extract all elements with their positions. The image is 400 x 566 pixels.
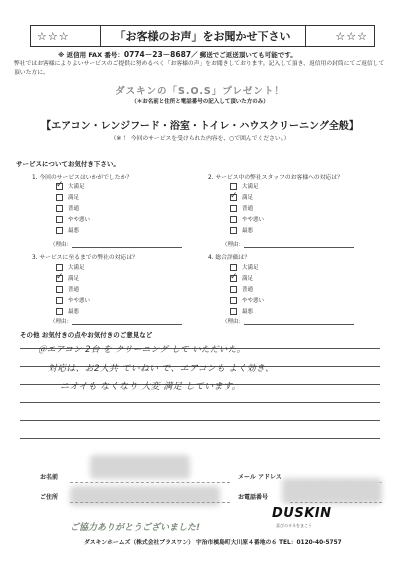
fax-number: 0774－23－8687 xyxy=(123,50,192,59)
q3-option-4-checkbox[interactable] xyxy=(56,297,63,304)
q3-reason-line[interactable] xyxy=(72,324,182,325)
q2-option-4[interactable]: やや悪い xyxy=(230,215,264,223)
q2-reason-line[interactable] xyxy=(244,247,354,248)
q1-option-5[interactable]: 最悪 xyxy=(56,226,79,234)
comment-line-4 xyxy=(20,402,380,403)
service-note: （※ ！ 今回のサービスを受けられた内容を、○で囲んでください。） xyxy=(110,136,290,142)
q1-option-3[interactable]: 普通 xyxy=(56,204,79,212)
q1-option-2-checkbox[interactable] xyxy=(56,194,63,201)
q2-option-2[interactable]: ✓ 満足 xyxy=(230,193,253,201)
q1-option-1-checkbox[interactable] xyxy=(56,183,63,190)
q3-option-2-checkbox[interactable] xyxy=(56,275,63,282)
q4-option-2[interactable]: ✓ 満足 xyxy=(230,274,253,282)
q3-option-1[interactable]: 大満足 xyxy=(56,263,85,271)
handwritten-comment-2: 対応は、お2人共 ていねい で、エアコンも よく効き、 xyxy=(48,364,275,374)
q2-option-4-checkbox[interactable] xyxy=(230,216,237,223)
q3-reason-label: （理由： xyxy=(50,319,73,325)
q2-option-2-checkbox[interactable] xyxy=(230,194,237,201)
q2-option-1-checkbox[interactable] xyxy=(230,183,237,190)
q4-option-2-checkbox[interactable] xyxy=(230,275,237,282)
comments-heading: その他 お気付きの点やお気付きのご意見など xyxy=(20,331,153,339)
q1-option-4[interactable]: やや悪い xyxy=(56,215,90,223)
question-4-label: 4. 総合評価は？ xyxy=(208,255,251,261)
stars-left: ☆☆☆ xyxy=(37,29,70,43)
q1-option-2[interactable]: 満足 xyxy=(56,193,79,201)
survey-heading: サービスについてお気付き下さい。 xyxy=(16,160,120,168)
q4-option-4[interactable]: やや悪い xyxy=(230,296,264,304)
q1-reason-label: （理由： xyxy=(50,242,73,248)
redacted-address xyxy=(70,486,220,506)
q3-option-4[interactable]: やや悪い xyxy=(56,296,90,304)
phone-label: お電話番号 xyxy=(238,494,269,501)
stars-right: ☆☆☆ xyxy=(335,29,368,43)
duskin-logo: DUSKIN xyxy=(272,506,332,521)
redacted-name xyxy=(90,455,190,479)
company-footer: ダスキンホームズ（株式会社プラスワン） 宇治市槙島町大川原４番地の６ TEL：0120-40-5757 xyxy=(84,540,342,546)
fax-suffix: ／ 郵送でご返送頂いても可能です。 xyxy=(191,51,297,59)
q2-option-5-checkbox[interactable] xyxy=(230,227,237,234)
duskin-logo-tagline: 喜びのタネをまこう xyxy=(276,523,312,528)
q1-option-5-checkbox[interactable] xyxy=(56,227,63,234)
q3-option-5-checkbox[interactable] xyxy=(56,308,63,315)
header-title-bar xyxy=(30,25,375,47)
email-label: メール アドレス xyxy=(238,474,282,481)
q4-option-3-checkbox[interactable] xyxy=(230,286,237,293)
q4-reason-label: （理由： xyxy=(222,319,245,325)
q1-reason-line[interactable] xyxy=(72,247,182,248)
question-1-label: 1. 今回のサービスはいかがでしたか？ xyxy=(32,175,133,181)
handwritten-comment-3: ニオイも なくなり 大変 満足 しています。 xyxy=(60,382,242,392)
page-title: 「お客様のお声」をお聞かせ下さい xyxy=(100,26,306,46)
redacted-phone xyxy=(282,478,382,504)
q3-option-5[interactable]: 最悪 xyxy=(56,307,79,315)
q1-option-1[interactable]: ✓ 大満足 xyxy=(56,182,85,190)
q1-option-3-checkbox[interactable] xyxy=(56,205,63,212)
q3-option-3-checkbox[interactable] xyxy=(56,286,63,293)
phone-line[interactable] xyxy=(290,502,382,503)
q2-reason-label: （理由： xyxy=(222,242,245,248)
sos-present-title: ダスキンの「S.O.S」プレゼント！ xyxy=(115,86,285,97)
q4-option-4-checkbox[interactable] xyxy=(230,297,237,304)
name-line[interactable] xyxy=(70,482,230,483)
q4-option-1-checkbox[interactable] xyxy=(230,264,237,271)
q4-option-1[interactable]: 大満足 xyxy=(230,263,259,271)
name-label: お名前 xyxy=(40,474,59,481)
q2-option-3-checkbox[interactable] xyxy=(230,205,237,212)
address-label: ご住所 xyxy=(40,494,59,501)
question-3-label: 3. サービスに至るまでの弊社の対応は？ xyxy=(32,255,138,261)
q4-reason-line[interactable] xyxy=(244,324,354,325)
q2-option-1[interactable]: 大満足 xyxy=(230,182,259,190)
intro-text: 弊社ではお客様によりよいサービスのご提供に努めるべく「お客様の声」をお聞きしております。記入して頂き、返信用の封筒にてご返信して頂いた方に、 xyxy=(14,61,385,76)
q4-option-3[interactable]: 普通 xyxy=(230,285,253,293)
q2-option-5[interactable]: 最悪 xyxy=(230,226,253,234)
sos-present-note: （＊お名前と住所と電話番号の記入して頂いた方のみ） xyxy=(131,99,269,105)
service-title: 【エアコン・レンジフード・浴室・トイレ・ハウスクリーニング全般】 xyxy=(41,121,359,132)
address-line[interactable] xyxy=(70,502,230,503)
comment-line-6 xyxy=(20,438,380,439)
q3-option-2[interactable]: ✓ 満足 xyxy=(56,274,79,282)
q4-option-5-checkbox[interactable] xyxy=(230,308,237,315)
q2-option-3[interactable]: 普通 xyxy=(230,204,253,212)
q1-option-4-checkbox[interactable] xyxy=(56,216,63,223)
thanks-message: ご協力ありがとうございました! xyxy=(70,523,201,533)
fax-prefix: ※ 返信用 FAX 番号： xyxy=(58,51,124,59)
question-2-label: 2. サービス中の弊社スタッフのお客様への対応は？ xyxy=(208,175,343,181)
fax-line xyxy=(58,49,297,60)
comment-line-5 xyxy=(20,420,380,421)
q3-option-1-checkbox[interactable] xyxy=(56,264,63,271)
q3-option-3[interactable]: 普通 xyxy=(56,285,79,293)
q4-option-5[interactable]: 最悪 xyxy=(230,307,253,315)
handwritten-comment-1: ＠エアコン 2台 を クリーニング して いただいた。 xyxy=(38,345,246,355)
